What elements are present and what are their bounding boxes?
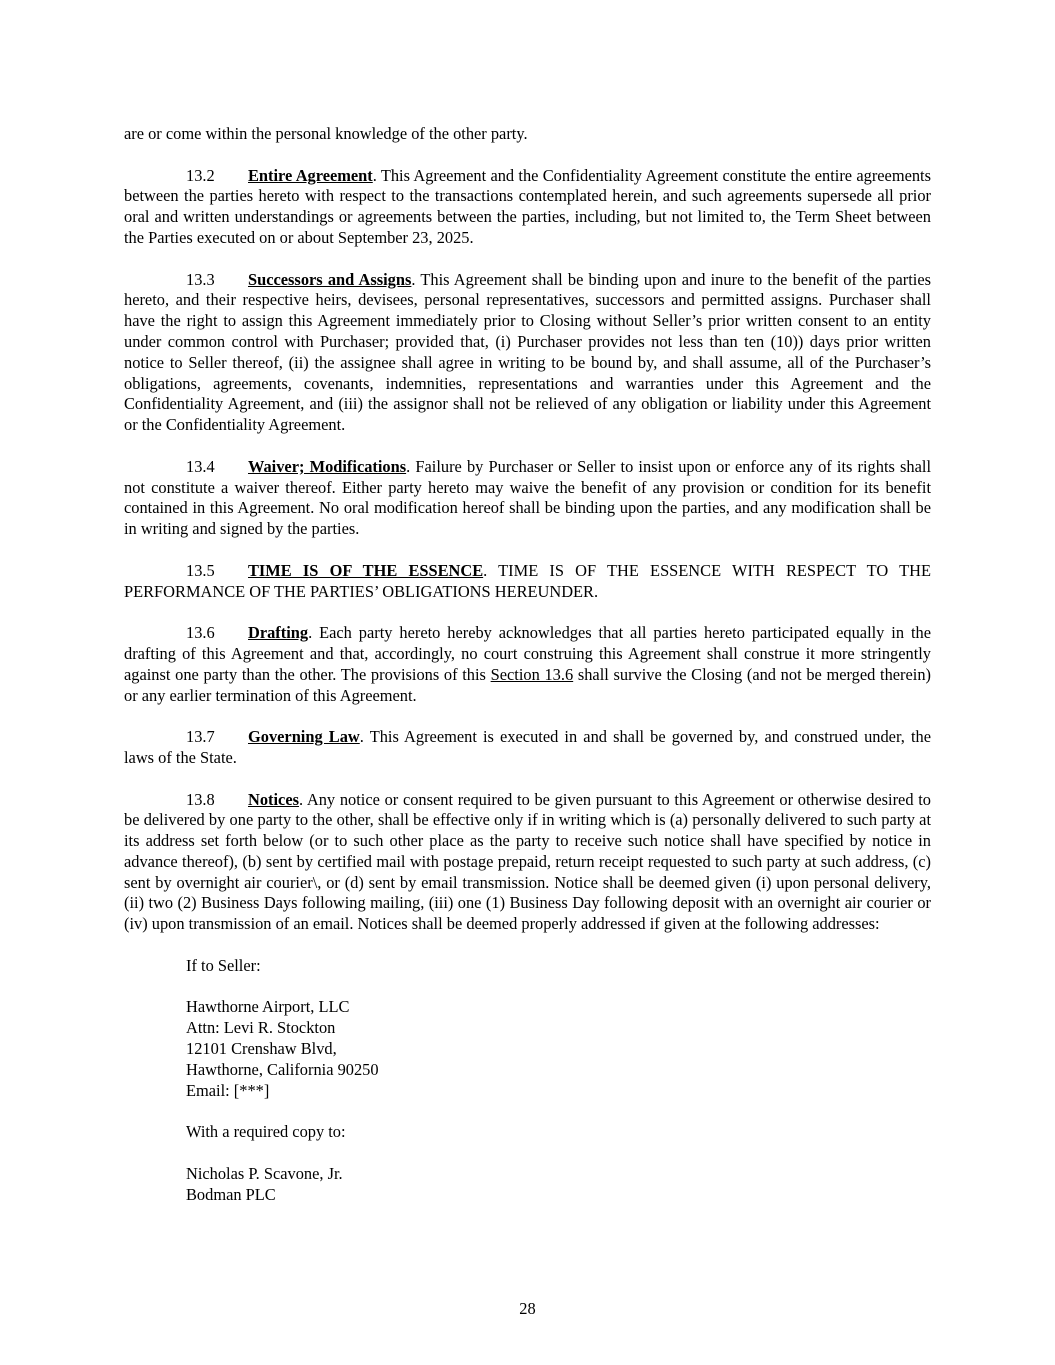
section-body: . This Agreement is executed in and shall be governed by, and construed under, the laws of the State. xyxy=(124,727,931,767)
section-13-6 xyxy=(124,623,931,706)
seller-address-line: Attn: Levi R. Stockton xyxy=(186,1018,336,1038)
section-number: 13.7 xyxy=(186,727,215,747)
seller-address-line: Hawthorne Airport, LLC xyxy=(186,997,350,1017)
copy-address-line: Bodman PLC xyxy=(186,1184,276,1204)
section-heading: Drafting xyxy=(248,623,309,643)
section-13-3 xyxy=(124,270,931,436)
section-number: 13.5 xyxy=(186,560,215,580)
section-body: . This Agreement shall be binding upon and inure to the benefit of the parties hereto, and their respective heirs, devisees, personal representatives, successors and permitted assigns. Purchaser shall have the right to assign this Agreement immediately prior to Closing without Seller’s prior written consent to an entity under common control with Purchaser; provided that, (i) Purchaser provides not less than ten (10)) days prior written notice to Seller thereof, (ii) the assignee shall agree in writing to be bound by, and shall assume, all of the Purchaser’s obligations, agreements, covenants, indemnities, representations and warranties under this Agreement and the Confidentiality Agreement, and (iii) the assignor shall not be relieved of any obligation or liability under this Agreement or the Confidentiality Agreement. xyxy=(124,269,932,435)
section-body: . TIME IS OF THE ESSENCE WITH RESPECT TO THE PERFORMANCE OF THE PARTIES’ OBLIGATIONS HEREUNDER. xyxy=(124,560,931,601)
intro-text: are or come within the personal knowledge of the other party. xyxy=(124,124,528,143)
section-heading: Successors and Assigns xyxy=(248,269,412,289)
section-13-8 xyxy=(124,790,931,936)
section-heading: Waiver; Modifications xyxy=(248,456,407,476)
section-body: . This Agreement and the Confidentiality Agreement constitute the entire agreements between the parties hereto with respect to the transactions contemplated herein, and such agreements supersede all prior oral and written understandings or agreements between the parties, including, but not limited to, the Term Sheet between the Parties executed on or about September 23, 2025. xyxy=(124,165,931,247)
seller-label: If to Seller: xyxy=(186,955,261,975)
seller-address-line: Email: [***] xyxy=(186,1080,270,1100)
section-number: 13.4 xyxy=(186,456,215,476)
section-heading: TIME IS OF THE ESSENCE xyxy=(248,560,484,580)
section-body: . Failure by Purchaser or Seller to insist upon or enforce any of its rights shall not constitute a waiver thereof. Either party hereto may waive the benefit of any provision or condition for its benefit contained in this Agreement. No oral modification hereof shall be binding upon the parties, and any modification shall be in writing and signed by the parties. xyxy=(124,456,931,539)
section-13-4 xyxy=(124,457,931,540)
section-number: 13.6 xyxy=(186,623,215,643)
seller-address-line: 12101 Crenshaw Blvd, xyxy=(186,1039,337,1059)
document-page xyxy=(124,124,931,1205)
section-reference-link: Section 13.6 xyxy=(490,664,574,684)
section-heading: Entire Agreement xyxy=(248,165,373,185)
section-body-continued: shall survive the Closing (and not be merged therein) or any earlier termination of this Agreement. xyxy=(124,664,931,705)
section-number: 13.8 xyxy=(186,789,215,809)
section-body: . Any notice or consent required to be given pursuant to this Agreement or otherwise desired to be delivered by one party to the other, shall be effective only if in writing which is (a) personally delivered to such party at its address set forth below (or to such other place as the party to receive such notice shall have specified by notice in advance thereof), (b) sent by certified mail with postage prepaid, return receipt requested to such party at such address, (c) sent by overnight air courier\, or (d) sent by email transmission. Notice shall be deemed given (i) upon personal delivery, (ii) two (2) Business Days following mailing, (iii) one (1) Business Day following deposit with an overnight air courier or (iv) upon transmission of an email. Notices shall be deemed properly addressed if given at the following addresses: xyxy=(124,789,931,934)
section-13-7 xyxy=(124,727,931,769)
notice-addresses xyxy=(124,956,931,1206)
copy-label: With a required copy to: xyxy=(186,1122,346,1142)
section-number: 13.3 xyxy=(186,269,215,289)
section-heading: Notices xyxy=(248,789,299,809)
copy-address-line: Nicholas P. Scavone, Jr. xyxy=(186,1163,343,1183)
seller-address-line: Hawthorne, California 90250 xyxy=(186,1059,379,1079)
page-number: 28 xyxy=(519,1299,536,1318)
section-body: . Each party hereto hereby acknowledges that all parties hereto participated equally in the drafting of this Agreement and that, accordingly, no court construing this Agreement shall construe it more stringently against one party than the other. The provisions of this xyxy=(124,623,931,684)
section-13-2 xyxy=(124,166,931,249)
section-heading: Governing Law xyxy=(248,727,360,747)
section-13-5 xyxy=(124,561,931,603)
section-number: 13.2 xyxy=(186,165,215,185)
